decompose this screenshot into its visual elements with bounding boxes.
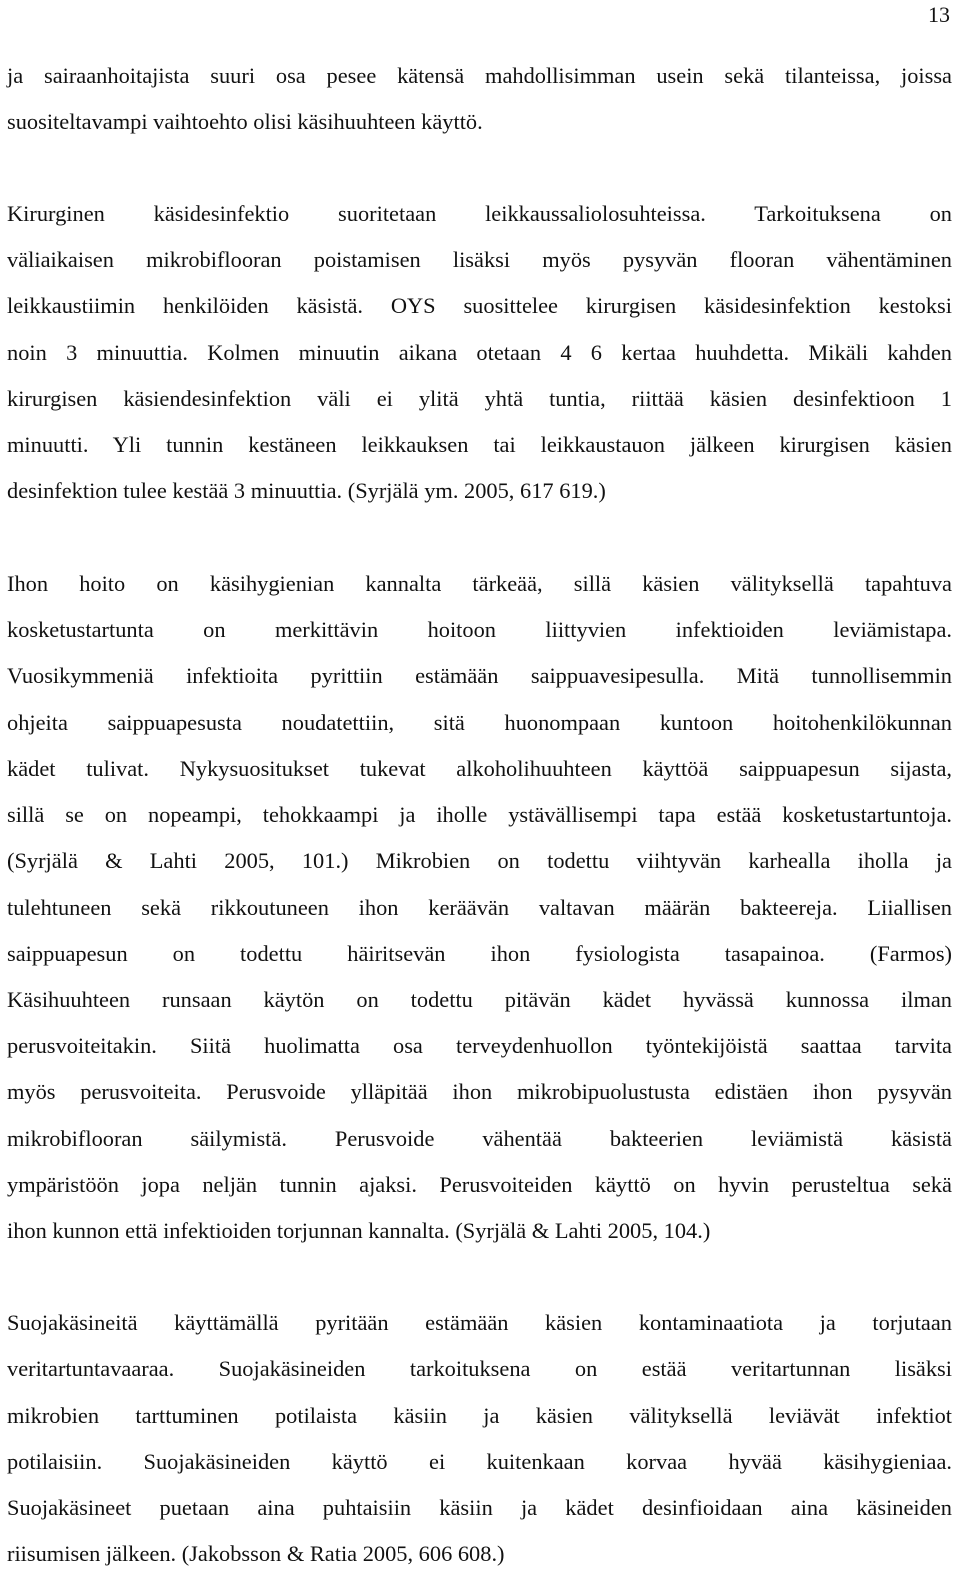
paragraph-3-line-14: ympäristöön jopa neljän tunnin ajaksi. Perusvoiteiden käyttö on hyvin perusteltua sekä: [7, 1172, 952, 1197]
paragraph-3-line-10: Käsihuuhteen runsaan käytön on todettu pitävän kädet hyvässä kunnossa ilman: [7, 987, 952, 1012]
paragraph-3-line-8: tulehtuneen sekä rikkoutuneen ihon keräävän valtavan määrän bakteereja. Liiallisen: [7, 895, 952, 920]
paragraph-3-line-1: Ihon hoito on käsihygienian kannalta tärkeää, sillä käsien välityksellä tapahtuva: [7, 571, 952, 596]
paragraph-3-line-7: (Syrjälä & Lahti 2005, 101.) Mikrobien on todettu viihtyvän karhealla iholla ja: [7, 848, 952, 873]
paragraph-3-line-9: saippuapesun on todettu häiritsevän ihon fysiologista tasapainoa. (Farmos): [7, 941, 952, 966]
paragraph-1-line-2: suositeltavampi vaihtoehto olisi käsihuuhteen käyttö.: [7, 109, 483, 134]
paragraph-2-line-4: noin 3 minuuttia. Kolmen minuutin aikana otetaan 4 6 kertaa huuhdetta. Mikäli kahden: [7, 340, 952, 365]
paragraph-2-line-3: leikkaustiimin henkilöiden käsistä. OYS suosittelee kirurgisen käsidesinfektion kestoksi: [7, 293, 952, 318]
paragraph-3-line-3: Vuosikymmeniä infektioita pyrittiin estämään saippuavesipesulla. Mitä tunnollisemmin: [7, 663, 952, 688]
paragraph-4-line-6: riisumisen jälkeen. (Jakobsson & Ratia 2005, 606 608.): [7, 1541, 505, 1566]
paragraph-3-line-11: perusvoiteitakin. Siitä huolimatta osa terveydenhuollon työntekijöistä saattaa tarvita: [7, 1033, 952, 1058]
paragraph-4-line-5: Suojakäsineet puetaan aina puhtaisiin käsiin ja kädet desinfioidaan aina käsineiden: [7, 1495, 952, 1520]
paragraph-3-line-6: sillä se on nopeampi, tehokkaampi ja iholle ystävällisempi tapa estää kosketustartuntoja.: [7, 802, 952, 827]
paragraph-3-line-15: ihon kunnon että infektioiden torjunnan kannalta. (Syrjälä & Lahti 2005, 104.): [7, 1218, 711, 1243]
paragraph-3-line-12: myös perusvoiteita. Perusvoide ylläpitää ihon mikrobipuolustusta edistäen ihon pysyvän: [7, 1079, 952, 1104]
paragraph-4-line-3: mikrobien tarttuminen potilaista käsiin ja käsien välityksellä leviävät infektiot: [7, 1403, 952, 1428]
paragraph-2-line-2: väliaikaisen mikrobiflooran poistamisen lisäksi myös pysyvän flooran vähentäminen: [7, 247, 952, 272]
paragraph-3-line-2: kosketustartunta on merkittävin hoitoon liittyvien infektioiden leviämistapa.: [7, 617, 952, 642]
paragraph-2-line-6: minuutti. Yli tunnin kestäneen leikkauksen tai leikkaustauon jälkeen kirurgisen käsien: [7, 432, 952, 457]
paragraph-3-line-13: mikrobiflooran säilymistä. Perusvoide vähentää bakteerien leviämistä käsistä: [7, 1126, 952, 1151]
paragraph-1-line-1: ja sairaanhoitajista suuri osa pesee kätensä mahdollisimman usein sekä tilanteissa, joissa: [7, 63, 952, 88]
paragraph-2-line-1: Kirurginen käsidesinfektio suoritetaan leikkaussaliolosuhteissa. Tarkoituksena on: [7, 201, 952, 226]
page-number: 13: [928, 2, 950, 27]
paragraph-4-line-4: potilaisiin. Suojakäsineiden käyttö ei kuitenkaan korvaa hyvää käsihygieniaa.: [7, 1449, 952, 1474]
paragraph-2-line-7: desinfektion tulee kestää 3 minuuttia. (Syrjälä ym. 2005, 617 619.): [7, 478, 606, 503]
paragraph-4-line-2: veritartuntavaaraa. Suojakäsineiden tarkoituksena on estää veritartunnan lisäksi: [7, 1356, 952, 1381]
paragraph-4-line-1: Suojakäsineitä käyttämällä pyritään estämään käsien kontaminaatiota ja torjutaan: [7, 1310, 952, 1335]
paragraph-3-line-5: kädet tulivat. Nykysuositukset tukevat alkoholihuuhteen käyttöä saippuapesun sijasta,: [7, 756, 952, 781]
paragraph-2-line-5: kirurgisen käsiendesinfektion väli ei ylitä yhtä tuntia, riittää käsien desinfektioon 1: [7, 386, 952, 411]
paragraph-3-line-4: ohjeita saippuapesusta noudatettiin, sitä huonompaan kuntoon hoitohenkilökunnan: [7, 710, 952, 735]
